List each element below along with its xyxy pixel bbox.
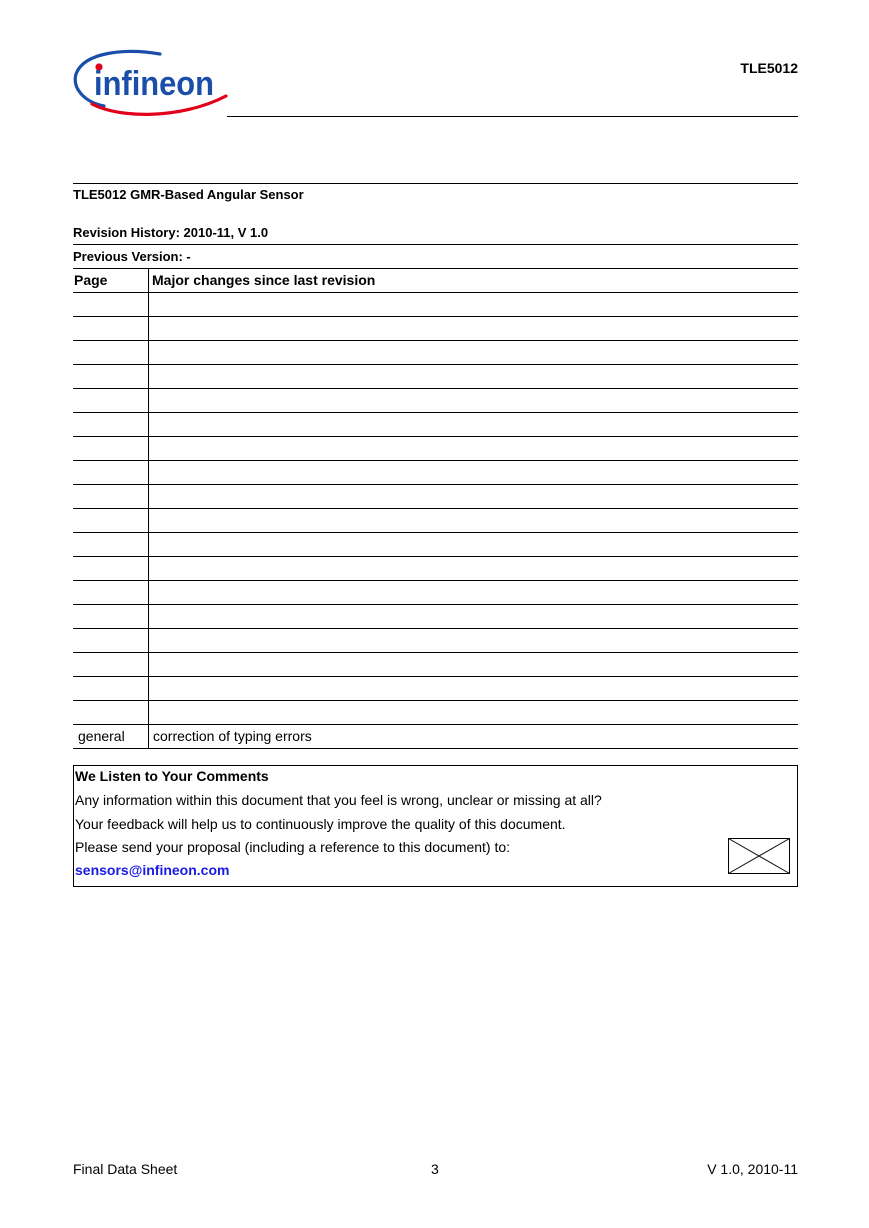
revision-history: Revision History: 2010-11, V 1.0 bbox=[73, 225, 269, 240]
logo-icon bbox=[70, 48, 232, 120]
cell-changes bbox=[153, 389, 798, 412]
table-header-row bbox=[73, 269, 798, 293]
column-header-changes: Major changes since last revision bbox=[152, 272, 376, 288]
cell-changes bbox=[153, 533, 798, 556]
cell-page bbox=[73, 581, 149, 604]
table-row bbox=[73, 437, 798, 461]
cell-changes bbox=[153, 701, 798, 724]
cell-page bbox=[73, 557, 149, 580]
svg-text:infineon: infineon bbox=[94, 65, 214, 103]
table-row bbox=[73, 677, 798, 701]
cell-changes bbox=[153, 581, 798, 604]
table-row bbox=[73, 653, 798, 677]
cell-page bbox=[73, 365, 149, 388]
footer-version: V 1.0, 2010-11 bbox=[707, 1161, 798, 1177]
cell-page bbox=[73, 461, 149, 484]
header-title: TLE5012 bbox=[740, 60, 798, 76]
comments-line-1: Any information within this document that you feel is wrong, unclear or missing at all? bbox=[75, 792, 602, 808]
cell-page bbox=[73, 341, 149, 364]
footer-document-type: Final Data Sheet bbox=[73, 1161, 178, 1177]
cell-changes bbox=[153, 365, 798, 388]
email-link[interactable]: sensors@infineon.com bbox=[75, 862, 230, 878]
cell-page bbox=[73, 701, 149, 724]
cell-changes bbox=[153, 341, 798, 364]
table-row bbox=[73, 581, 798, 605]
table-row bbox=[73, 701, 798, 725]
table-row bbox=[73, 557, 798, 581]
table-row bbox=[73, 389, 798, 413]
header-rule bbox=[227, 116, 798, 117]
table-row bbox=[73, 365, 798, 389]
cell-changes bbox=[153, 317, 798, 340]
table-row bbox=[73, 317, 798, 341]
cell-changes bbox=[153, 677, 798, 700]
cell-changes bbox=[153, 485, 798, 508]
cell-changes bbox=[153, 557, 798, 580]
comments-line-3: Please send your proposal (including a reference to this document) to: bbox=[75, 839, 511, 855]
comments-box bbox=[73, 765, 798, 887]
cell-changes bbox=[153, 509, 798, 532]
table-row bbox=[73, 629, 798, 653]
title-rule bbox=[73, 183, 798, 184]
cell-changes bbox=[153, 653, 798, 676]
table-row bbox=[73, 533, 798, 557]
cell-page bbox=[73, 317, 149, 340]
cell-changes bbox=[153, 629, 798, 652]
table-row bbox=[73, 413, 798, 437]
cell-page bbox=[73, 389, 149, 412]
infineon-logo bbox=[70, 48, 232, 120]
cell-page bbox=[73, 413, 149, 436]
envelope-icon bbox=[728, 838, 790, 874]
table-row bbox=[73, 485, 798, 509]
cell-changes bbox=[153, 605, 798, 628]
cell-page bbox=[73, 533, 149, 556]
table-row bbox=[73, 293, 798, 317]
cell-page bbox=[73, 509, 149, 532]
cell-page bbox=[73, 293, 149, 316]
cell-page bbox=[73, 605, 149, 628]
table-row bbox=[73, 341, 798, 365]
table-row bbox=[73, 605, 798, 629]
table-row bbox=[73, 509, 798, 533]
footer-page-number: 3 bbox=[431, 1161, 439, 1177]
revision-rule bbox=[73, 244, 798, 245]
previous-version: Previous Version: - bbox=[73, 249, 191, 264]
cell-changes bbox=[153, 437, 798, 460]
revision-table bbox=[73, 269, 798, 749]
column-header-page: Page bbox=[73, 269, 149, 292]
cell-changes bbox=[153, 413, 798, 436]
cell-page bbox=[73, 653, 149, 676]
table-row bbox=[73, 725, 798, 749]
cell-page bbox=[73, 629, 149, 652]
cell-page bbox=[73, 677, 149, 700]
document-title: TLE5012 GMR-Based Angular Sensor bbox=[73, 187, 304, 202]
cell-changes: correction of typing errors bbox=[153, 728, 312, 744]
cell-page bbox=[73, 437, 149, 460]
cell-changes bbox=[153, 461, 798, 484]
cell-page: general bbox=[73, 725, 149, 748]
table-row bbox=[73, 461, 798, 485]
comments-line-2: Your feedback will help us to continuously improve the quality of this document. bbox=[75, 816, 566, 832]
cell-page bbox=[73, 485, 149, 508]
comments-title: We Listen to Your Comments bbox=[75, 768, 269, 784]
cell-changes bbox=[153, 293, 798, 316]
